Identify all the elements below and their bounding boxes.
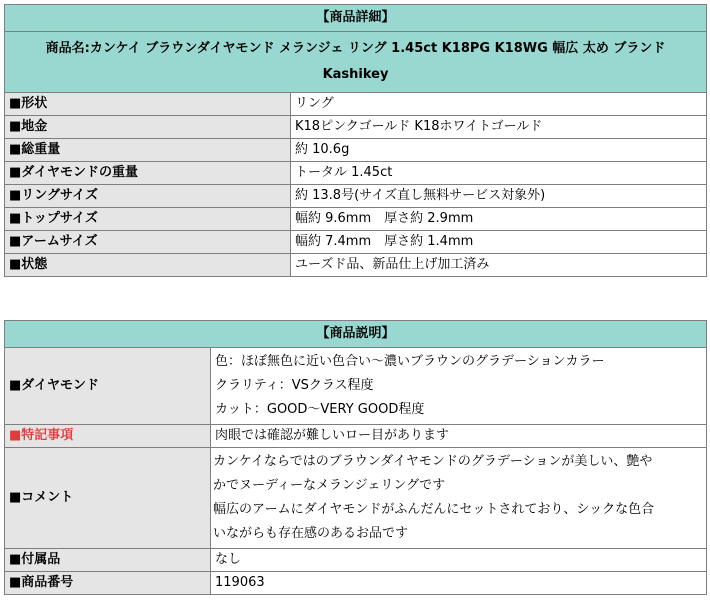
- item-number-row: [5, 572, 707, 595]
- notes-label: ■特記事項: [5, 425, 211, 448]
- spec-label: ■状態: [5, 254, 291, 277]
- spec-value: 幅約 9.6mm 厚さ約 2.9mm: [291, 208, 707, 231]
- spec-row: [5, 208, 707, 231]
- spec-row: [5, 139, 707, 162]
- spec-value: ユーズド品、新品仕上げ加工済み: [291, 254, 707, 277]
- diamond-row: [5, 348, 707, 425]
- spec-label: ■形状: [5, 93, 291, 116]
- accessories-value: なし: [211, 549, 707, 572]
- comment-text: [211, 448, 707, 549]
- spec-label: ■総重量: [5, 139, 291, 162]
- comment-line: カンケイならではのブラウンダイヤモンドのグラデーションが美しい、艶や: [213, 454, 653, 469]
- details-header: 【商品詳細】: [5, 5, 707, 32]
- spec-value: 約 10.6g: [291, 139, 707, 162]
- spec-value: 約 13.8号(サイズ直し無料サービス対象外): [291, 185, 707, 208]
- spec-row: [5, 116, 707, 139]
- spec-label: ■トップサイズ: [5, 208, 291, 231]
- spec-label: ■リングサイズ: [5, 185, 291, 208]
- spec-label: ■地金: [5, 116, 291, 139]
- spec-row: [5, 185, 707, 208]
- comment-line: 幅広のアームにダイヤモンドがふんだんにセットされており、シックな色合: [213, 502, 655, 517]
- item-number-label: ■商品番号: [5, 572, 211, 595]
- description-header: 【商品説明】: [5, 321, 707, 348]
- comment-line: いながらも存在感のあるお品です: [213, 526, 409, 541]
- product-details-table: [4, 4, 707, 277]
- product-title-line2: Kashikey: [322, 67, 389, 82]
- spec-row: [5, 254, 707, 277]
- spec-value: リング: [291, 93, 707, 116]
- diamond-cut-line: カット：GOOD〜VERY GOOD程度: [215, 402, 425, 417]
- accessories-row: [5, 549, 707, 572]
- accessories-label: ■付属品: [5, 549, 211, 572]
- notes-row: [5, 425, 707, 448]
- product-title-line1: 商品名:カンケイ ブラウンダイヤモンド メランジェ リング 1.45ct K18PG K18WG 幅広 太め ブランド: [45, 41, 666, 56]
- comment-line: かでヌーディーなメランジェリングです: [213, 478, 446, 493]
- spec-value: 幅約 7.4mm 厚さ約 1.4mm: [291, 231, 707, 254]
- product-title: [5, 32, 707, 93]
- spec-label: ■ダイヤモンドの重量: [5, 162, 291, 185]
- spec-value: K18ピンクゴールド K18ホワイトゴールド: [291, 116, 707, 139]
- comment-row: [5, 448, 707, 549]
- diamond-label: ■ダイヤモンド: [5, 348, 211, 425]
- diamond-details: [211, 348, 707, 425]
- diamond-color-line: 色：ほぼ無色に近い色合い〜濃いブラウンのグラデーションカラー: [215, 354, 605, 369]
- item-number-value: 119063: [211, 572, 707, 595]
- product-description-table: [4, 320, 707, 595]
- spec-row: [5, 231, 707, 254]
- diamond-clarity-line: クラリティ：VSクラス程度: [215, 378, 374, 393]
- spec-row: [5, 162, 707, 185]
- spec-label: ■アームサイズ: [5, 231, 291, 254]
- notes-value: 肉眼では確認が難しいロー目があります: [211, 425, 707, 448]
- spec-value: トータル 1.45ct: [291, 162, 707, 185]
- spec-row: [5, 93, 707, 116]
- comment-label: ■コメント: [5, 448, 211, 549]
